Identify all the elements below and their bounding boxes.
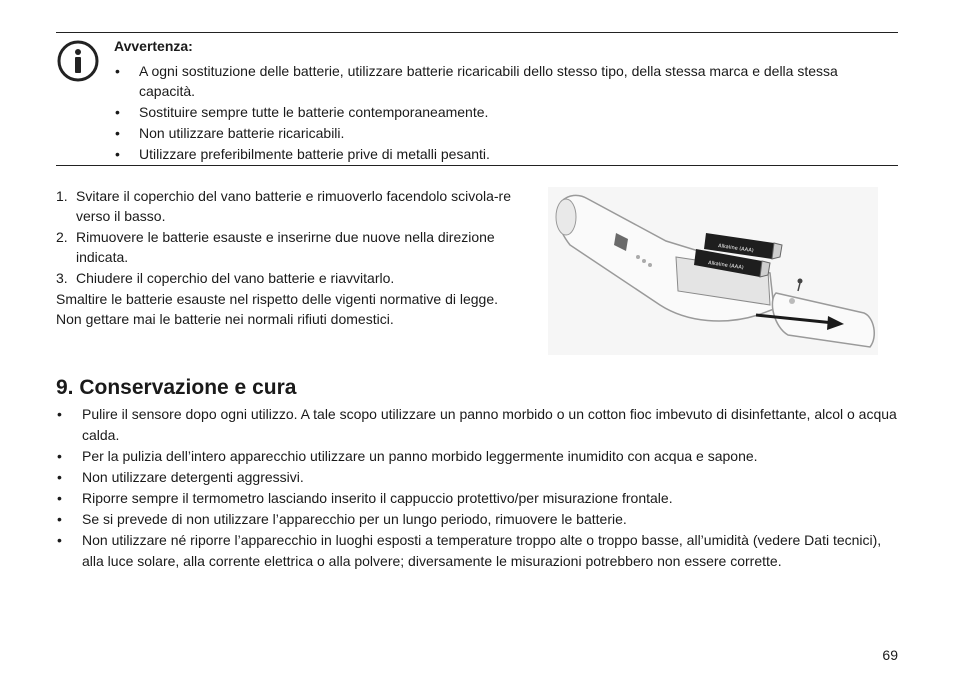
list-item: • Non utilizzare detergenti aggressivi.: [56, 467, 898, 488]
list-item: • A ogni sostituzione delle batterie, utilizzare batterie ricaricabili dello stesso tipo, della stessa marca e della stessa capacità.: [115, 63, 838, 99]
warning-title: Avvertenza:: [114, 38, 193, 54]
disposal-paragraph: Smaltire le batterie esauste nel rispetto delle vigenti normative di legge.: [56, 291, 499, 307]
info-icon: [56, 39, 100, 83]
bullet: •: [57, 490, 62, 506]
list-item: • Pulire il sensore dopo ogni utilizzo. A tale scopo utilizzare un panno morbido o un cotton fioc imbevuto di disinfettante, alcol o acqua calda.: [57, 406, 897, 443]
list-item: • Non utilizzare batterie ricaricabili.: [115, 125, 345, 141]
bullet: •: [57, 511, 62, 527]
disposal-paragraph: Non gettare mai le batterie nei normali rifiuti domestici.: [56, 311, 394, 327]
step-item: 3. Chiudere il coperchio del vano batterie e riavvitarlo.: [56, 270, 395, 286]
list-item: • Non utilizzare né riporre l’apparecchio in luoghi esposti a temperature troppo alte o troppo basse, all’umidità (vedere Dati tecnici), alla luce solare, alla corrente elettrica o alla polvere; diversamente le misurazioni potrebbero non essere corrette.: [57, 532, 882, 569]
bullet: •: [57, 532, 62, 548]
list-item: • Se si prevede di non utilizzare l’apparecchio per un lungo periodo, rimuovere le batterie.: [56, 509, 898, 530]
step-item: 1. Svitare il coperchio del vano batterie e rimuoverlo facendolo scivola-re verso il basso.: [56, 188, 511, 224]
bullet: •: [57, 469, 62, 485]
bullet: •: [115, 104, 120, 120]
battery-label: Alkaline (AAA): [707, 260, 744, 271]
list-item: • Riporre sempre il termometro lasciando inserito il cappuccio protettivo/per misurazione frontale.: [56, 488, 898, 509]
list-item: • Utilizzare preferibilmente batterie prive di metalli pesanti.: [115, 146, 490, 162]
step-item: 2. Rimuovere le batterie esauste e inserirne due nuove nella direzione indicata.: [56, 229, 495, 265]
bullet: •: [57, 448, 62, 464]
list-item: • Sostituire sempre tutte le batterie contemporaneamente.: [115, 104, 489, 120]
bullet: •: [115, 63, 120, 79]
bullet: •: [115, 125, 120, 141]
care-list: [56, 404, 898, 572]
page-number: 69: [882, 647, 898, 663]
warning-box: [56, 32, 898, 166]
battery-label: Alkaline (AAA): [717, 243, 754, 254]
thermometer-battery-illustration: [548, 187, 878, 355]
bullet: •: [115, 146, 120, 162]
list-item: • Per la pulizia dell’intero apparecchio utilizzare un panno morbido leggermente inumidito con acqua e sapone.: [56, 446, 898, 467]
bullet: •: [57, 406, 62, 422]
battery-steps: [56, 186, 548, 289]
section-title: 9. Conservazione e cura: [56, 376, 297, 399]
warning-list: [114, 61, 894, 165]
